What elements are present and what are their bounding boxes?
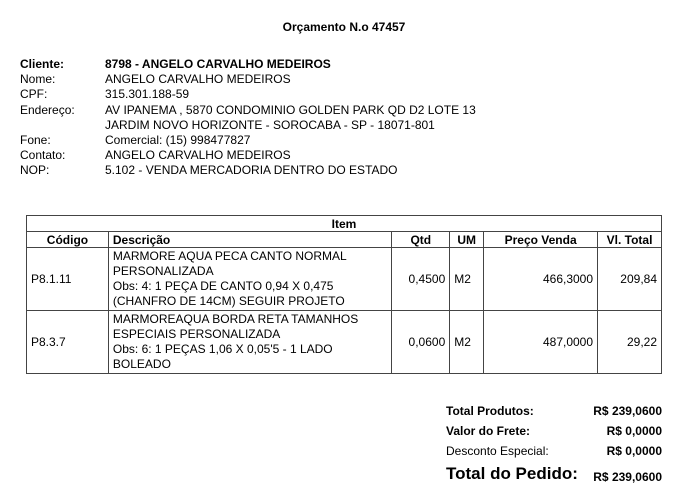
info-row-endereco-2 (20, 118, 476, 133)
description-line: MARMOREAQUA BORDA RETA TAMANHOS (112, 312, 359, 326)
cell-codigo: P8.1.11 (27, 248, 109, 311)
cell-um: M2 (450, 311, 484, 374)
table-header-row (27, 232, 662, 248)
column-header-vl-total: Vl. Total (598, 232, 662, 248)
cell-vl-total: 209,84 (598, 248, 662, 311)
info-value: 315.301.188-59 (105, 87, 190, 102)
info-label (20, 118, 105, 133)
info-row-cliente (20, 57, 476, 72)
info-value: JARDIM NOVO HORIZONTE - SOROCABA - SP - 18071-801 (105, 117, 435, 132)
description-line: BOLEADO (112, 357, 171, 371)
total-pedido-label: Total do Pedido: (446, 464, 578, 483)
info-row-nop (20, 163, 476, 178)
info-label: NOP: (20, 163, 50, 178)
info-row-cpf (20, 87, 476, 102)
info-label: Nome: (20, 72, 56, 87)
info-label: Endereço: (20, 102, 75, 117)
cell-qtd: 0,0600 (392, 311, 450, 374)
column-header-descricao: Descrição (108, 232, 391, 248)
cell-descricao (108, 248, 391, 311)
valor-frete-value: R$ 0,0000 (606, 424, 662, 438)
desconto-especial-label: Desconto Especial: (446, 444, 549, 458)
total-pedido-row (440, 460, 666, 486)
valor-frete-label: Valor do Frete: (446, 424, 531, 438)
cell-um: M2 (450, 248, 484, 311)
cell-codigo: P8.3.7 (27, 311, 109, 374)
table-row (27, 311, 662, 374)
totals-section (440, 400, 666, 486)
items-table (26, 215, 662, 374)
info-label: Fone: (20, 132, 51, 147)
desconto-especial-row (440, 440, 666, 460)
total-produtos-label: Total Produtos: (446, 404, 534, 418)
info-label: Contato: (20, 148, 66, 163)
column-header-qtd: Qtd (392, 232, 450, 248)
info-row-contato (20, 148, 476, 163)
cell-preco-venda: 466,3000 (484, 248, 598, 311)
description-line: PERSONALIZADA (112, 264, 214, 278)
client-info (20, 57, 476, 179)
info-label: Cliente: (20, 57, 65, 71)
table-row (27, 248, 662, 311)
table-group-header: Item (27, 216, 662, 232)
column-header-preco-venda: Preço Venda (484, 232, 598, 248)
column-header-um: UM (450, 232, 484, 248)
total-produtos-value: R$ 239,0600 (593, 404, 662, 418)
table-group-header-row (27, 216, 662, 232)
valor-frete-row (440, 420, 666, 440)
info-row-endereco (20, 103, 476, 118)
info-value: AV IPANEMA , 5870 CONDOMINIO GOLDEN PARK QD D2 LOTE 13 (105, 102, 476, 117)
cell-descricao (108, 311, 391, 374)
description-line: ESPECIAIS PERSONALIZADA (112, 327, 281, 341)
description-line: (CHANFRO DE 14CM) SEGUIR PROJETO (112, 294, 345, 308)
info-value: Comercial: (15) 998477827 (105, 132, 251, 147)
cell-vl-total: 29,22 (598, 311, 662, 374)
info-value: 8798 - ANGELO CARVALHO MEDEIROS (105, 57, 331, 71)
description-line: Obs: 4: 1 PEÇA DE CANTO 0,94 X 0,475 (112, 279, 334, 293)
info-value: 5.102 - VENDA MERCADORIA DENTRO DO ESTADO (105, 163, 398, 178)
info-value: ANGELO CARVALHO MEDEIROS (105, 148, 291, 163)
column-header-codigo: Código (27, 232, 109, 248)
cell-preco-venda: 487,0000 (484, 311, 598, 374)
cell-qtd: 0,4500 (392, 248, 450, 311)
document-title: Orçamento N.o 47457 (282, 20, 406, 34)
info-row-fone (20, 133, 476, 148)
total-pedido-value: R$ 239,0600 (593, 470, 662, 484)
description-line: MARMORE AQUA PECA CANTO NORMAL (112, 249, 347, 263)
info-value: ANGELO CARVALHO MEDEIROS (105, 72, 291, 87)
total-produtos-row (440, 400, 666, 420)
info-row-nome (20, 72, 476, 87)
info-label: CPF: (20, 87, 48, 102)
description-line: Obs: 6: 1 PEÇAS 1,06 X 0,05'5 - 1 LADO (112, 342, 333, 356)
desconto-especial-value: R$ 0,0000 (606, 444, 662, 458)
